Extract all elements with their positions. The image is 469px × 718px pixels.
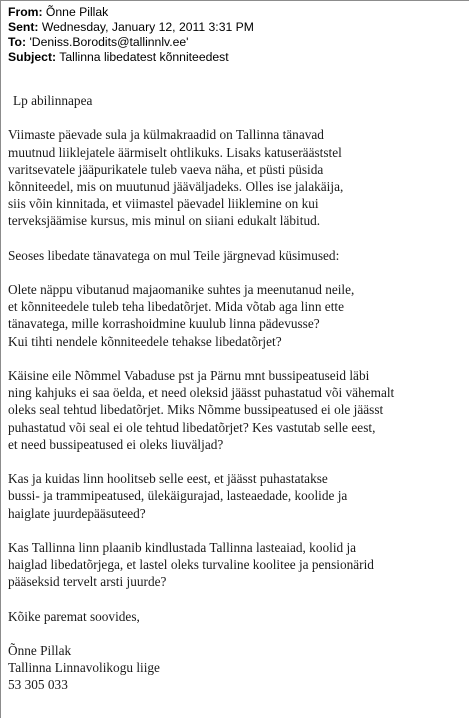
body-line: Olete näppu vibutanud majaomanike suhtes ja meenutanud neile,: [8, 282, 355, 298]
body-line: Kui tihti nendele kõnniteedele tehakse libedatõrjet?: [8, 333, 282, 349]
paragraph-5: [8, 470, 466, 522]
greeting: Lp abilinnapea: [13, 93, 93, 108]
sent-label: Sent:: [8, 20, 39, 34]
from-row: [8, 5, 463, 20]
subject-row: [8, 50, 463, 65]
signature-name: Õnne Pillak: [8, 643, 72, 658]
body-line: varitsevatele jääpurikatele tuleb vaeva näha, et püsti püsida: [8, 161, 324, 177]
body-line: kõnniteedel, mis on muutunud jääväljadeks. Olles ise jalakäija,: [8, 178, 344, 194]
body-line: tänavatega, mille korrashoidmine kuulub linna pädevusse?: [8, 316, 320, 332]
body-line: oleks seal tehtud libedatõrjet. Miks Nõmme bussipeatused ei ole jäässt: [8, 402, 384, 418]
paragraph-4: [8, 367, 466, 453]
body-line: bussi- ja trammipeatused, ülekäigurajad, lasteaedade, koolide ja: [8, 488, 348, 504]
body-line: Kas ja kuidas linn hoolitseb selle eest, et jäässt puhastatakse: [8, 471, 328, 487]
to-label: To:: [8, 35, 27, 49]
body-line: siis võin kinnitada, et viimastel päevadel liiklemine on kui: [8, 196, 319, 212]
paragraph-3: [8, 281, 466, 350]
body-line: Kas Tallinna linn plaanib kindlustada Tallinna lasteaiad, koolid ja: [8, 539, 357, 555]
signature-phone: 53 305 033: [8, 677, 68, 693]
to-value: 'Deniss.Borodits@tallinnlv.ee': [29, 35, 189, 49]
body-line: ning kahjuks ei saa öelda, et need oleksid jäässt puhastatud või vähemalt: [8, 385, 395, 401]
email-body: [8, 92, 466, 694]
body-line: muutnud liiklejatele äärmiselt ohtlikuks. Lisaks katuserääststel: [8, 144, 342, 160]
body-line: Viimaste päevade sula ja külmakraadid on Tallinna tänavad: [8, 127, 324, 143]
sent-value: Wednesday, January 12, 2011 3:31 PM: [41, 20, 254, 34]
sent-row: [8, 20, 463, 35]
body-line: Seoses libedate tänavatega on mul Teile järgnevad küsimused:: [8, 247, 340, 263]
email-header: [8, 5, 463, 65]
body-line: puhastatud või seal ei ole tehtud libedatõrjet? Kes vastutab selle eest,: [8, 419, 376, 435]
closing: Kõike paremat soovides,: [8, 608, 140, 624]
from-value: Õnne Pillak: [45, 5, 109, 19]
signature-title: Tallinna Linnavolikogu liige: [8, 660, 160, 676]
from-label: From:: [8, 5, 43, 19]
subject-label: Subject:: [8, 50, 57, 64]
paragraph-2: [8, 247, 466, 264]
body-line: pääseksid tervelt arsti juurde?: [8, 574, 167, 590]
body-line: et need bussipeatused ei oleks liuväljad?: [8, 436, 224, 452]
body-line: Käisine eile Nõmmel Vabaduse pst ja Pärnu mnt bussipeatuseid läbi: [8, 368, 370, 383]
signature: [8, 642, 466, 694]
paragraph-1: [8, 126, 466, 229]
to-row: [8, 35, 463, 50]
body-line: haiglate juurdepääsuteed?: [8, 505, 146, 521]
body-line: haiglad libedatõrjega, et lastel oleks turvaline koolitee ja pensionärid: [8, 557, 374, 573]
paragraph-6: [8, 539, 466, 591]
body-line: et kõnniteedele tuleb teha libedatõrjet. Mida võtab aga linn ette: [8, 299, 344, 315]
body-line: terveksjäämise kursus, mis minul on siiani edukalt läbitud.: [8, 213, 321, 229]
subject-value: Tallinna libedatest kõnniteedest: [59, 50, 229, 64]
